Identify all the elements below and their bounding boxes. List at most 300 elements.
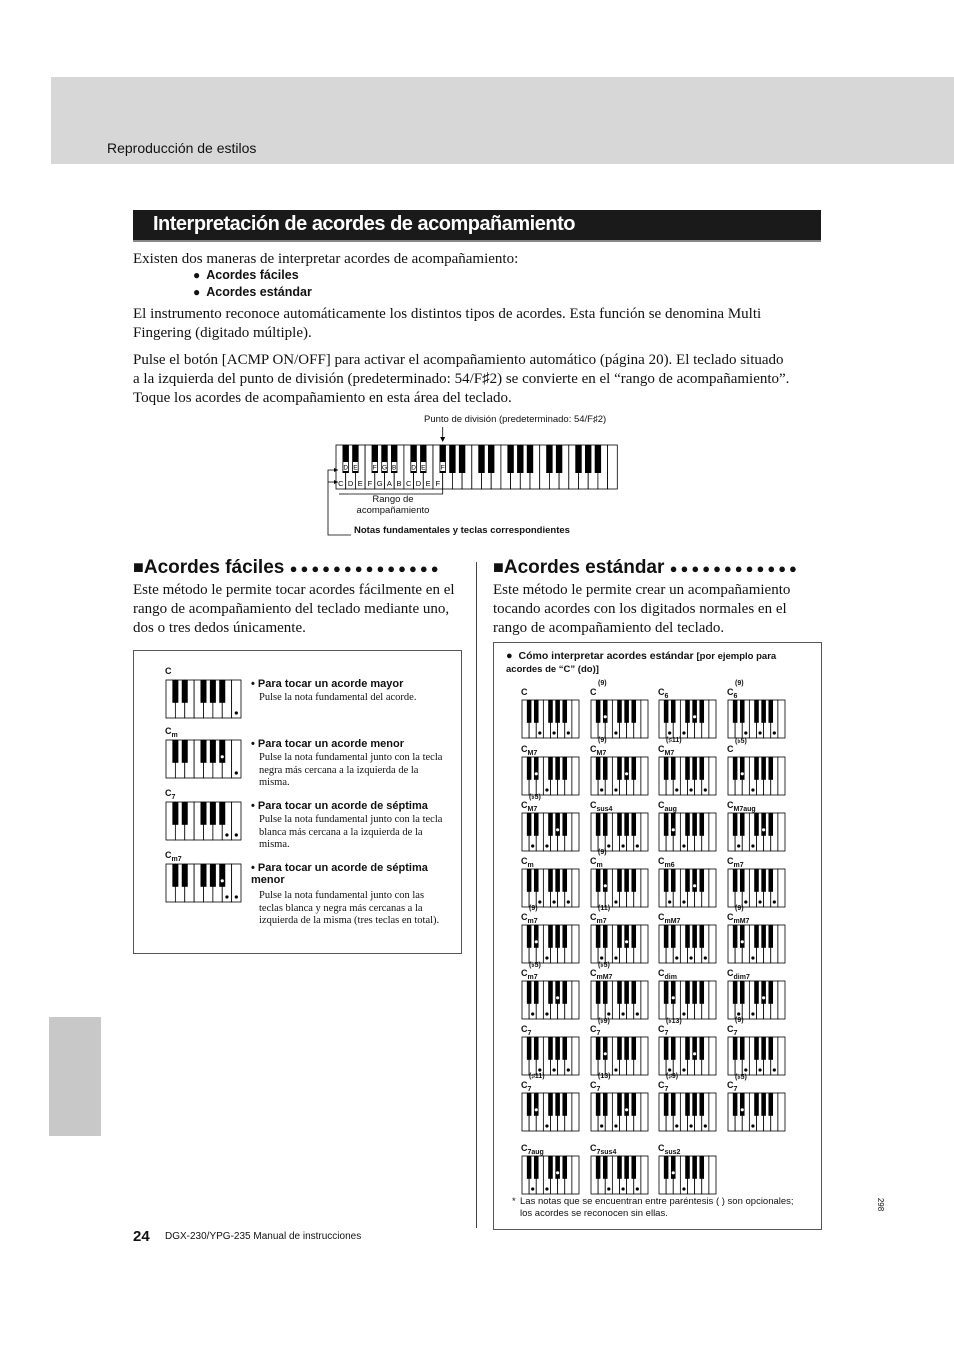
white-key-letter: E bbox=[357, 479, 363, 488]
mini-key-dot bbox=[751, 788, 754, 791]
standard-chord-label: C $_{7sus4}$ bbox=[590, 1143, 617, 1156]
standard-chord-keyboard bbox=[727, 1036, 786, 1076]
standard-chord-label: C (9) bbox=[590, 680, 607, 697]
mini-key-dot bbox=[567, 731, 570, 734]
mini-black-key bbox=[761, 1093, 766, 1116]
mini-black-key bbox=[768, 1093, 773, 1116]
mini-key-dot bbox=[675, 1124, 678, 1127]
mini-white-key bbox=[641, 869, 648, 907]
mini-key-dot bbox=[531, 1012, 534, 1015]
mini-key-dot bbox=[682, 900, 685, 903]
mini-key-dot bbox=[682, 1068, 685, 1071]
standard-chord-keyboard bbox=[521, 1155, 580, 1195]
mini-black-key bbox=[671, 925, 676, 948]
easy-chord-keyboard bbox=[165, 739, 242, 779]
mini-black-key bbox=[548, 981, 553, 1004]
mini-black-key bbox=[527, 869, 532, 892]
mini-key-dot bbox=[235, 895, 238, 898]
black-key-letter: G bbox=[381, 464, 388, 472]
mini-black-key bbox=[555, 700, 560, 723]
mini-key-dot bbox=[538, 731, 541, 734]
mini-black-key bbox=[733, 1093, 738, 1116]
standard-chord-keyboard bbox=[590, 1092, 649, 1132]
manual-name: DGX-230/YPG-235 Manual de instrucciones bbox=[165, 1231, 362, 1242]
mini-key-dot bbox=[693, 884, 696, 887]
mini-black-key bbox=[768, 1037, 773, 1060]
mini-key-dot bbox=[704, 956, 707, 959]
standard-chord-label: C $_{M7aug}$ bbox=[727, 800, 756, 813]
black-key bbox=[449, 445, 455, 473]
standard-chord-keyboard bbox=[590, 924, 649, 964]
intro-para1: El instrumento reconoce automáticamente los distintos tipos de acordes. Esta función se denomina Multi Fingering (digitado múltiple). bbox=[133, 306, 762, 341]
mini-black-key bbox=[603, 981, 608, 1004]
mini-key-dot bbox=[625, 940, 628, 943]
mini-black-key bbox=[603, 1156, 608, 1179]
range-label: Rango de acompañamiento bbox=[356, 494, 430, 516]
mini-black-key bbox=[527, 925, 532, 948]
mini-black-key bbox=[624, 1037, 629, 1060]
black-key bbox=[527, 445, 533, 473]
mini-key-dot bbox=[682, 1187, 685, 1190]
mini-white-key bbox=[709, 813, 716, 851]
standard-chord-keyboard bbox=[590, 699, 649, 739]
mini-black-key bbox=[182, 680, 188, 703]
mini-black-key bbox=[534, 1156, 539, 1179]
white-key-letter: D bbox=[347, 479, 354, 488]
mini-black-key bbox=[617, 700, 622, 723]
mini-key-dot bbox=[604, 1052, 607, 1055]
standard-chord-keyboard bbox=[658, 812, 717, 852]
standard-chord-label: C $_{sus2}$ bbox=[658, 1143, 681, 1156]
mini-white-key bbox=[709, 925, 716, 963]
standard-chord-label: C (♯11) $_{M7}$ bbox=[658, 737, 682, 757]
easy-item-title: • Para tocar un acorde de séptima menor bbox=[251, 862, 428, 886]
mini-black-key bbox=[699, 700, 704, 723]
mini-black-key bbox=[182, 802, 188, 825]
mini-key-dot bbox=[235, 771, 238, 774]
mini-black-key bbox=[603, 700, 608, 723]
mini-black-key bbox=[631, 757, 636, 780]
bullet-easy: ● Acordes fáciles bbox=[193, 268, 299, 282]
intro-line: Existen dos maneras de interpretar acordes de acompañamiento: bbox=[133, 251, 519, 267]
mini-key-dot bbox=[773, 731, 776, 734]
standard-chord-label: C (♭5) $_{mM7}$ bbox=[590, 962, 613, 981]
mini-key-dot bbox=[556, 1171, 559, 1174]
mini-black-key bbox=[624, 700, 629, 723]
easy-chord-label: $C_m$ bbox=[165, 726, 178, 739]
standard-box-title: ● Cómo interpretar acordes estándar [por ejemplo para acordes de “C” (do)] bbox=[506, 650, 777, 675]
black-key bbox=[459, 445, 465, 473]
mini-black-key bbox=[624, 1093, 629, 1116]
mini-key-dot bbox=[672, 828, 675, 831]
mini-key-dot bbox=[741, 1108, 744, 1111]
mini-black-key bbox=[699, 981, 704, 1004]
mini-black-key bbox=[219, 740, 225, 763]
standard-chord-label: C (♯11) $_7$ bbox=[521, 1073, 545, 1093]
mini-black-key bbox=[740, 757, 745, 780]
black-key-letter: F bbox=[372, 464, 377, 472]
black-key-letter: F bbox=[440, 464, 445, 472]
mini-black-key bbox=[754, 925, 759, 948]
mini-key-dot bbox=[744, 1068, 747, 1071]
mini-key-dot bbox=[773, 1068, 776, 1071]
mini-black-key bbox=[182, 864, 188, 887]
mini-black-key bbox=[733, 1037, 738, 1060]
white-key-letter: C bbox=[406, 479, 412, 488]
section-label: Reproducción de estilos bbox=[107, 140, 257, 156]
mini-black-key bbox=[664, 981, 669, 1004]
standard-chord-label: C $_{dim7}$ bbox=[727, 968, 750, 981]
white-key bbox=[608, 445, 618, 489]
standard-chord-keyboard bbox=[521, 699, 580, 739]
mini-white-key bbox=[778, 1037, 785, 1075]
side-tab bbox=[49, 1017, 101, 1136]
mini-key-dot bbox=[668, 1068, 671, 1071]
standard-chord-label: C (♭5) bbox=[727, 738, 747, 754]
mini-black-key bbox=[664, 869, 669, 892]
mini-black-key bbox=[692, 700, 697, 723]
mini-black-key bbox=[699, 757, 704, 780]
mini-key-dot bbox=[225, 895, 228, 898]
mini-black-key bbox=[534, 1093, 539, 1116]
mini-black-key bbox=[664, 1156, 669, 1179]
mini-black-key bbox=[555, 1037, 560, 1060]
mini-key-dot bbox=[675, 788, 678, 791]
mini-black-key bbox=[754, 1037, 759, 1060]
mini-black-key bbox=[562, 1156, 567, 1179]
mini-black-key bbox=[768, 981, 773, 1004]
mini-black-key bbox=[596, 757, 601, 780]
mini-black-key bbox=[562, 925, 567, 948]
mini-black-key bbox=[740, 925, 745, 948]
mini-black-key bbox=[754, 700, 759, 723]
standard-chord-keyboard bbox=[590, 980, 649, 1020]
standard-chord-label: C (♭9) $_7$ bbox=[590, 1018, 610, 1037]
mini-black-key bbox=[733, 757, 738, 780]
mini-key-dot bbox=[556, 996, 559, 999]
mini-black-key bbox=[210, 680, 216, 703]
mini-black-key bbox=[210, 864, 216, 887]
mini-key-dot bbox=[221, 755, 224, 758]
column-divider bbox=[476, 562, 477, 1228]
mini-black-key bbox=[699, 1037, 704, 1060]
mini-black-key bbox=[754, 981, 759, 1004]
mini-white-key bbox=[641, 925, 648, 963]
mini-black-key bbox=[624, 1156, 629, 1179]
mini-key-dot bbox=[625, 772, 628, 775]
mini-black-key bbox=[740, 813, 745, 836]
mini-black-key bbox=[603, 1093, 608, 1116]
mini-black-key bbox=[761, 757, 766, 780]
mini-black-key bbox=[733, 925, 738, 948]
standard-chord-label: C (9) $_7$ bbox=[727, 1017, 744, 1037]
standard-chord-label: C $_{mM7}$ bbox=[658, 912, 681, 925]
mini-black-key bbox=[596, 925, 601, 948]
easy-text: Este método le permite tocar acordes fácilmente en el rango de acompañamiento del teclado mediante uno, dos o tres dedos únicamente. bbox=[133, 582, 455, 636]
mini-key-dot bbox=[672, 996, 675, 999]
mini-black-key bbox=[617, 1156, 622, 1179]
white-key-letter: B bbox=[396, 479, 402, 488]
mini-black-key bbox=[664, 1093, 669, 1116]
mini-black-key bbox=[562, 1037, 567, 1060]
mini-key-dot bbox=[636, 1012, 639, 1015]
standard-chord-label: C (13) $_7$ bbox=[590, 1073, 611, 1093]
mini-black-key bbox=[699, 869, 704, 892]
white-key-letter: F bbox=[367, 479, 373, 488]
mini-key-dot bbox=[672, 1171, 675, 1174]
mini-key-dot bbox=[552, 900, 555, 903]
mini-black-key bbox=[624, 925, 629, 948]
mini-key-dot bbox=[689, 788, 692, 791]
mini-key-dot bbox=[600, 1124, 603, 1127]
mini-white-key bbox=[709, 700, 716, 738]
standard-chord-label: C $_{7aug}$ bbox=[521, 1143, 544, 1156]
mini-key-dot bbox=[545, 1012, 548, 1015]
mini-white-key bbox=[778, 869, 785, 907]
mini-black-key bbox=[624, 813, 629, 836]
intro-para2: Pulse el botón [ACMP ON/OFF] para activar el acompañamiento automático (página 20). El teclado situado a la izquierda del punto de división (predeterminado: 54/F♯2) se convierte en el “rango de acompañamiento”. Toque los acordes de acompañamiento en esta área del teclado. bbox=[133, 352, 790, 406]
mini-key-dot bbox=[545, 956, 548, 959]
standard-chord-keyboard bbox=[521, 1092, 580, 1132]
mini-black-key bbox=[671, 813, 676, 836]
mini-black-key bbox=[631, 869, 636, 892]
mini-black-key bbox=[201, 740, 207, 763]
easy-chord-keyboard bbox=[165, 679, 242, 719]
standard-chord-keyboard bbox=[590, 868, 649, 908]
mini-black-key bbox=[740, 1093, 745, 1116]
standard-footnote: * Las notas que se encuentran entre paréntesis ( ) son opcionales; los acordes se reconocen sin ellas. bbox=[512, 1196, 802, 1220]
mini-key-dot bbox=[758, 1068, 761, 1071]
mini-black-key bbox=[617, 757, 622, 780]
mini-black-key bbox=[761, 981, 766, 1004]
mini-black-key bbox=[692, 981, 697, 1004]
mini-key-dot bbox=[538, 1068, 541, 1071]
easy-chord-keyboard bbox=[165, 863, 242, 903]
mini-key-dot bbox=[682, 844, 685, 847]
mini-key-dot bbox=[567, 1068, 570, 1071]
mini-black-key bbox=[603, 925, 608, 948]
standard-chord-keyboard bbox=[727, 980, 786, 1020]
mini-key-dot bbox=[235, 711, 238, 714]
mini-key-dot bbox=[545, 844, 548, 847]
mini-black-key bbox=[685, 869, 690, 892]
mini-white-key bbox=[709, 981, 716, 1019]
white-key-letter: A bbox=[386, 479, 392, 488]
mini-key-dot bbox=[744, 731, 747, 734]
standard-chord-keyboard bbox=[727, 924, 786, 964]
mini-key-dot bbox=[741, 940, 744, 943]
mini-key-dot bbox=[607, 1187, 610, 1190]
mini-black-key bbox=[219, 680, 225, 703]
mini-black-key bbox=[664, 700, 669, 723]
mini-white-key bbox=[641, 757, 648, 795]
bullet-standard: ● Acordes estándar bbox=[193, 285, 312, 299]
page-number: 24 bbox=[133, 1228, 150, 1245]
mini-white-key bbox=[572, 1093, 579, 1131]
mini-key-dot bbox=[600, 788, 603, 791]
standard-chord-keyboard bbox=[521, 1036, 580, 1076]
mini-black-key bbox=[685, 981, 690, 1004]
mini-white-key bbox=[641, 1156, 648, 1194]
mini-key-dot bbox=[614, 900, 617, 903]
standard-chord-keyboard bbox=[727, 756, 786, 796]
standard-chord-label: C $_{M7}$ bbox=[521, 744, 538, 757]
mini-key-dot bbox=[704, 788, 707, 791]
mini-key-dot bbox=[545, 1124, 548, 1127]
mini-black-key bbox=[664, 757, 669, 780]
mini-black-key bbox=[664, 925, 669, 948]
mini-white-key bbox=[709, 757, 716, 795]
mini-black-key bbox=[562, 757, 567, 780]
mini-white-key bbox=[709, 1093, 716, 1131]
mini-black-key bbox=[768, 813, 773, 836]
mini-black-key bbox=[219, 864, 225, 887]
mini-black-key bbox=[754, 813, 759, 836]
mini-white-key bbox=[572, 700, 579, 738]
white-key-letter: G bbox=[376, 479, 383, 488]
standard-chord-keyboard bbox=[590, 1036, 649, 1076]
standard-chord-keyboard bbox=[727, 699, 786, 739]
mini-key-dot bbox=[600, 956, 603, 959]
mini-white-key bbox=[572, 981, 579, 1019]
mini-key-dot bbox=[689, 956, 692, 959]
mini-black-key bbox=[201, 680, 207, 703]
black-key bbox=[556, 445, 562, 473]
mini-black-key bbox=[671, 1156, 676, 1179]
standard-chord-keyboard bbox=[658, 924, 717, 964]
mini-black-key bbox=[692, 869, 697, 892]
mini-key-dot bbox=[607, 1012, 610, 1015]
standard-chord-keyboard bbox=[658, 1092, 717, 1132]
standard-chord-keyboard bbox=[590, 1155, 649, 1195]
standard-heading: ■Acordes estándar ●●●●●●●●●●●● bbox=[493, 557, 800, 578]
white-key-letter: D bbox=[415, 479, 422, 488]
mini-black-key bbox=[699, 813, 704, 836]
standard-chord-keyboard bbox=[521, 924, 580, 964]
mini-white-key bbox=[641, 981, 648, 1019]
black-key-letter: D bbox=[411, 464, 416, 472]
notes-label: Notas fundamentales y teclas correspondientes bbox=[354, 525, 570, 536]
mini-black-key bbox=[596, 700, 601, 723]
mini-black-key bbox=[596, 813, 601, 836]
mini-black-key bbox=[624, 981, 629, 1004]
mini-black-key bbox=[201, 864, 207, 887]
mini-white-key bbox=[778, 757, 785, 795]
standard-chord-label: C $_7$ bbox=[521, 1024, 532, 1037]
mini-white-key bbox=[572, 925, 579, 963]
easy-chord-keyboard bbox=[165, 801, 242, 841]
mini-key-dot bbox=[604, 715, 607, 718]
mini-key-dot bbox=[567, 900, 570, 903]
mini-black-key bbox=[761, 813, 766, 836]
mini-black-key bbox=[617, 981, 622, 1004]
mini-black-key bbox=[548, 869, 553, 892]
mini-white-key bbox=[641, 700, 648, 738]
mini-black-key bbox=[699, 1093, 704, 1116]
standard-chord-label: C (9) $_{m7}$ bbox=[521, 905, 538, 925]
easy-item-title: • Para tocar un acorde menor bbox=[251, 738, 405, 750]
side-code: 298 bbox=[876, 1197, 886, 1212]
mini-black-key bbox=[562, 1093, 567, 1116]
mini-black-key bbox=[603, 1037, 608, 1060]
mini-key-dot bbox=[545, 788, 548, 791]
mini-key-dot bbox=[535, 940, 538, 943]
mini-black-key bbox=[555, 1156, 560, 1179]
mini-black-key bbox=[768, 925, 773, 948]
mini-black-key bbox=[534, 700, 539, 723]
mini-key-dot bbox=[682, 731, 685, 734]
standard-chord-keyboard bbox=[521, 868, 580, 908]
mini-key-dot bbox=[737, 1012, 740, 1015]
mini-key-dot bbox=[614, 731, 617, 734]
white-key-letter: C bbox=[338, 479, 344, 488]
easy-item-title: • Para tocar un acorde mayor bbox=[251, 678, 404, 690]
standard-chord-keyboard bbox=[658, 868, 717, 908]
split-point-label: Punto de división (predeterminado: 54/F♯2) bbox=[424, 414, 607, 425]
keyboard-diagram bbox=[325, 425, 625, 540]
mini-black-key bbox=[210, 740, 216, 763]
mini-black-key bbox=[740, 700, 745, 723]
mini-black-key bbox=[562, 869, 567, 892]
mini-black-key bbox=[527, 1156, 532, 1179]
standard-chord-keyboard bbox=[521, 812, 580, 852]
mini-key-dot bbox=[221, 879, 224, 882]
standard-footnote-text: Las notas que se encuentran entre paréntesis ( ) son opcionales; los acordes se reconocen sin ellas. bbox=[520, 1196, 794, 1219]
mini-key-dot bbox=[552, 1068, 555, 1071]
mini-black-key bbox=[534, 981, 539, 1004]
mini-black-key bbox=[685, 700, 690, 723]
mini-key-dot bbox=[621, 844, 624, 847]
standard-chord-keyboard bbox=[727, 868, 786, 908]
mini-key-dot bbox=[668, 900, 671, 903]
mini-key-dot bbox=[636, 844, 639, 847]
easy-heading: ■Acordes fáciles ●●●●●●●●●●●●●● bbox=[133, 557, 442, 578]
mini-black-key bbox=[555, 757, 560, 780]
mini-key-dot bbox=[531, 1187, 534, 1190]
black-key-letter: B bbox=[392, 464, 397, 472]
mini-black-key bbox=[548, 1156, 553, 1179]
standard-chord-label: C (9) $_{M7}$ bbox=[590, 737, 607, 757]
mini-black-key bbox=[761, 1037, 766, 1060]
mini-black-key bbox=[172, 740, 178, 763]
mini-key-dot bbox=[689, 1124, 692, 1127]
mini-black-key bbox=[527, 1093, 532, 1116]
standard-chord-keyboard bbox=[727, 1092, 786, 1132]
mini-key-dot bbox=[614, 956, 617, 959]
mini-black-key bbox=[548, 1037, 553, 1060]
mini-black-key bbox=[733, 981, 738, 1004]
black-key-letter: E bbox=[421, 464, 426, 472]
mini-black-key bbox=[527, 981, 532, 1004]
black-key-letter: D bbox=[343, 464, 349, 472]
mini-black-key bbox=[631, 1156, 636, 1179]
standard-chord-keyboard bbox=[658, 980, 717, 1020]
standard-chord-keyboard bbox=[658, 1155, 717, 1195]
mini-black-key bbox=[761, 700, 766, 723]
standard-chord-keyboard bbox=[727, 812, 786, 852]
mini-black-key bbox=[562, 700, 567, 723]
mini-black-key bbox=[631, 1037, 636, 1060]
easy-chord-label: $C_{m7}$ bbox=[165, 850, 182, 863]
standard-chord-label: C (9) $_6$ bbox=[727, 680, 744, 700]
black-key bbox=[488, 445, 494, 473]
mini-key-dot bbox=[751, 844, 754, 847]
mini-black-key bbox=[671, 757, 676, 780]
mini-white-key bbox=[641, 1093, 648, 1131]
mini-white-key bbox=[709, 1156, 716, 1194]
mini-black-key bbox=[172, 680, 178, 703]
easy-item-desc: Pulse la nota fundamental junto con la tecla negra más cercana a la izquierda de la misma. bbox=[259, 752, 443, 788]
